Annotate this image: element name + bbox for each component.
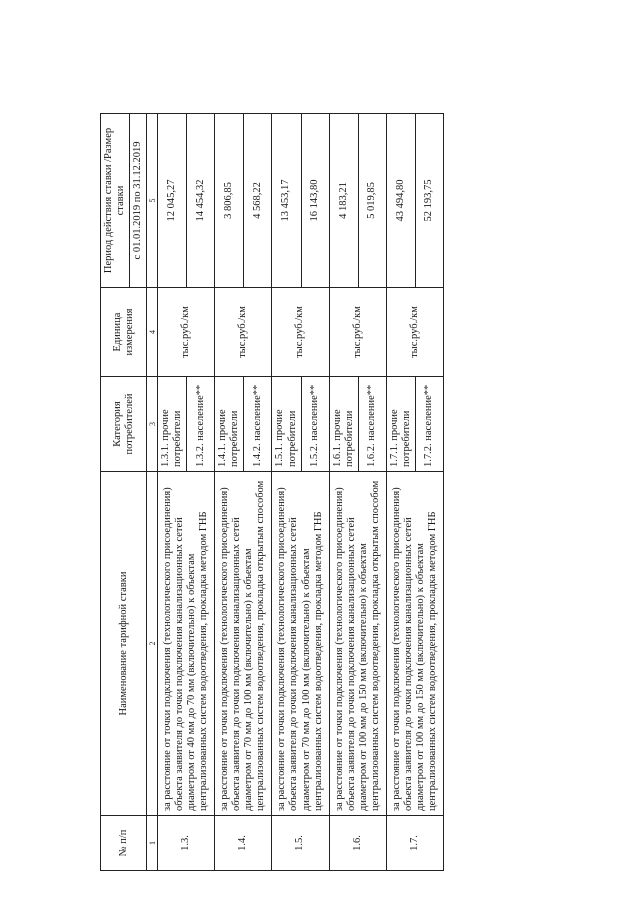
row-number: 1.5.: [272, 816, 329, 871]
category-cell: 1.7.2. население**: [415, 377, 443, 472]
unit-cell: тыс.руб./км: [386, 288, 443, 377]
unit-cell: тыс.руб./км: [158, 288, 215, 377]
unit-cell: тыс.руб./км: [329, 288, 386, 377]
index-cell: 3: [147, 377, 158, 472]
tariff-name: за расстояние от точки подключения (технологического присоединения) объекта заявителя до точки подключения канализационных сетей диаметром от 100 мм до 150 мм (включительно) к объектам централизованных систем водоотведения, прокладка методом ГНБ: [386, 472, 443, 816]
col-num-header: № п/п: [101, 816, 147, 871]
category-cell: 1.4.1. прочие потребители: [215, 377, 244, 472]
category-cell: 1.6.1. прочие потребители: [329, 377, 358, 472]
rotated-page: [60, 0, 640, 905]
tariff-table: [100, 113, 444, 871]
col-name-header: Наименование тарифной ставки: [101, 472, 147, 816]
rate-value: 4 183,21: [329, 114, 358, 288]
category-cell: 1.5.2. население**: [301, 377, 329, 472]
tariff-name: за расстояние от точки подключения (технологического присоединения) объекта заявителя до точки подключения канализационных сетей диаметром от 40 мм до 70 мм (включительно) к объектам централизованных систем водоотведения, прокладка методом ГНБ: [158, 472, 215, 816]
row-number: 1.6.: [329, 816, 386, 871]
row-number: 1.4.: [215, 816, 272, 871]
rate-value: 5 019,85: [358, 114, 386, 288]
rate-value: 3 806,85: [215, 114, 244, 288]
rate-value: 16 143,80: [301, 114, 329, 288]
tariff-name: за расстояние от точки подключения (технологического присоединения) объекта заявителя до точки подключения канализационных сетей диаметром от 70 мм до 100 мм (включительно) к объектам централизованных систем водоотведения, прокладка методом ГНБ: [272, 472, 329, 816]
table-row: [215, 114, 244, 871]
category-cell: 1.6.2. население**: [358, 377, 386, 472]
rate-value: 14 454,32: [187, 114, 215, 288]
unit-cell: тыс.руб./км: [215, 288, 272, 377]
row-number: 1.7.: [386, 816, 443, 871]
col-unit-header: Единица измерения: [101, 288, 147, 377]
tariff-name: за расстояние от точки подключения (технологического присоединения) объекта заявителя до точки подключения канализационных сетей диаметром от 100 мм до 150 мм (включительно) к объектам централизованных систем водоотведения, прокладка открытым способом: [329, 472, 386, 816]
category-cell: 1.5.1. прочие потребители: [272, 377, 301, 472]
col-value-period: с 01.01.2019 по 31.12.2019: [130, 114, 147, 288]
unit-cell: тыс.руб./км: [272, 288, 329, 377]
index-cell: 1: [147, 816, 158, 871]
row-number: 1.3.: [158, 816, 215, 871]
rate-value: 4 568,22: [244, 114, 272, 288]
category-cell: 1.7.1. прочие потребители: [386, 377, 415, 472]
table-row: [158, 114, 187, 871]
category-cell: 1.4.2. население**: [244, 377, 272, 472]
table-row: [272, 114, 301, 871]
col-category-header: Категория потребителей: [101, 377, 147, 472]
table-row: [329, 114, 358, 871]
table-row: [386, 114, 415, 871]
index-cell: 4: [147, 288, 158, 377]
category-cell: 1.3.1. прочие потребители: [158, 377, 187, 472]
index-cell: 2: [147, 472, 158, 816]
column-index-row: [147, 114, 158, 871]
rate-value: 52 193,75: [415, 114, 443, 288]
tariff-name: за расстояние от точки подключения (технологического присоединения) объекта заявителя до точки подключения канализационных сетей диаметром от 70 мм до 100 мм (включительно) к объектам централизованных систем водоотведения, прокладка открытым способом: [215, 472, 272, 816]
col-value-header: Период действия ставки /Размер ставки: [101, 114, 130, 288]
rate-value: 13 453,17: [272, 114, 301, 288]
index-cell: 5: [147, 114, 158, 288]
rate-value: 12 045,27: [158, 114, 187, 288]
rate-value: 43 494,80: [386, 114, 415, 288]
category-cell: 1.3.2. население**: [187, 377, 215, 472]
